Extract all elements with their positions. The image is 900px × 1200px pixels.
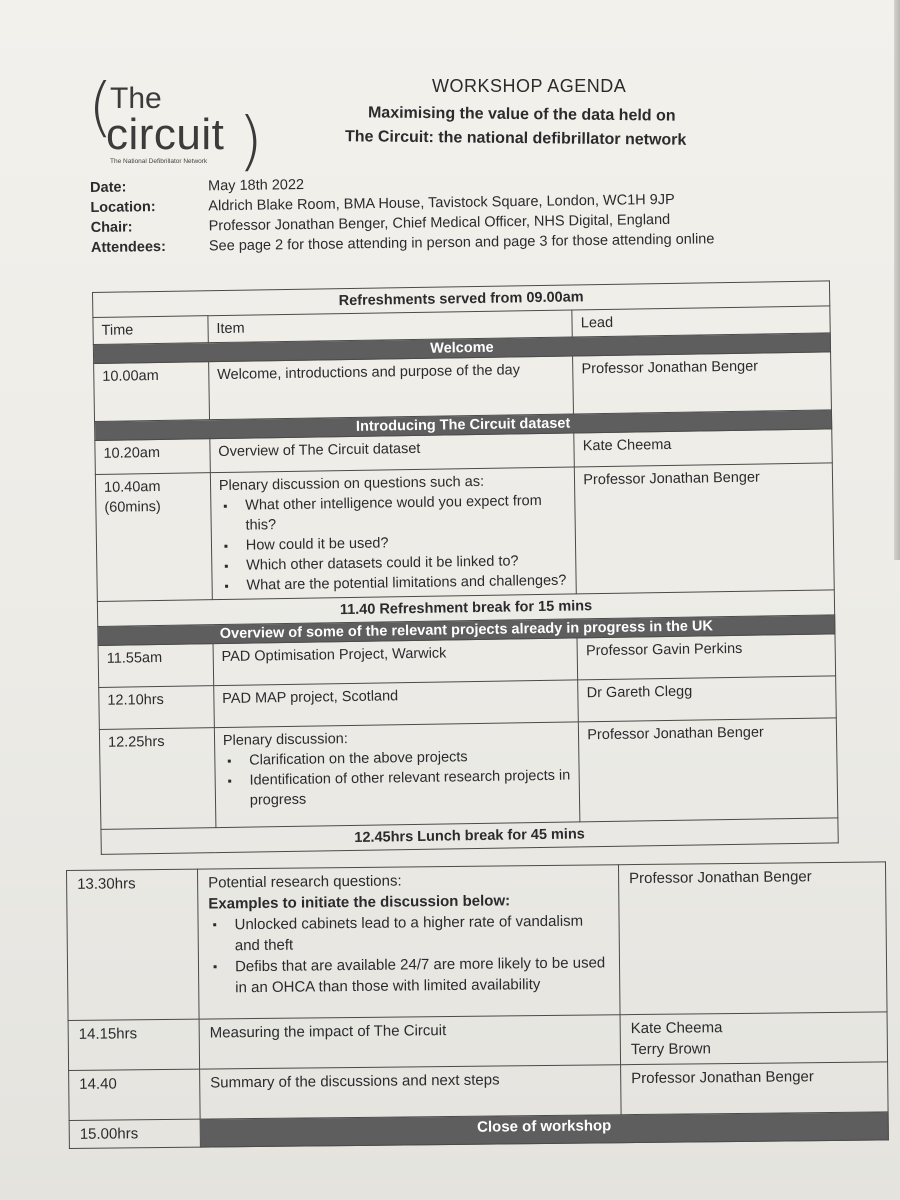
row-time: 14.15hrs: [68, 1019, 200, 1070]
meta-location-value: Aldrich Blake Room, BMA House, Tavistock Square, London, WC1H 9JP: [208, 191, 675, 215]
list-item: ▪ Identification of other relevant research projects in progress: [249, 766, 571, 811]
section-projects: Overview of some of the relevant projects already in progress in the UK: [98, 615, 835, 646]
row-item: [214, 722, 580, 828]
bullet-list: [223, 746, 571, 811]
row-time: 12.10hrs: [99, 686, 214, 730]
row-time: 15.00hrs: [69, 1119, 200, 1148]
row-lead: Professor Jonathan Benger: [579, 718, 838, 822]
row-time: 10.20am: [95, 439, 210, 475]
list-item: ▪ Defibs that are available 24/7 are more likely to be used in an OHCA than those with limited availability: [235, 952, 609, 998]
table-row: [95, 463, 834, 602]
list-item: ▪ Unlocked cabinets lead to a higher rate of vandalism and theft: [234, 910, 608, 956]
the-circuit-logo: [88, 71, 263, 179]
row-lead: Professor Jonathan Benger: [618, 862, 887, 1015]
row-time: 12.25hrs: [99, 728, 215, 830]
break-row: 11.40 Refreshment break for 15 mins: [97, 590, 834, 627]
row-item-bold: Examples to initiate the discussion below:: [208, 892, 511, 913]
meta-location-label: Location:: [90, 199, 156, 216]
section-dataset: Introducing The Circuit dataset: [95, 410, 832, 441]
subtitle-line-1: Maximising the value of the data held on: [367, 104, 676, 125]
row-lead-1: Kate Cheema: [630, 1019, 723, 1038]
meta-date-label: Date:: [90, 179, 127, 196]
row-item: [210, 467, 576, 600]
row-item-text: Plenary discussion on questions such as:: [218, 473, 485, 495]
row-time: 11.55am: [98, 644, 213, 688]
row-time: [95, 473, 212, 602]
table-row: [99, 718, 837, 830]
row-item: Measuring the impact of The Circuit: [199, 1015, 621, 1069]
subtitle-line-2: The Circuit: the national defibrillator network: [344, 128, 687, 149]
table-row: [68, 1012, 887, 1071]
row-lead: [620, 1012, 888, 1065]
row-item: PAD MAP project, Scotland: [214, 680, 579, 728]
list-item: ▪ Clarification on the above projects: [249, 746, 571, 771]
row-item: PAD Optimisation Project, Warwick: [213, 638, 578, 686]
row-item: Overview of The Circuit dataset: [210, 433, 575, 473]
row-lead-2: Terry Brown: [630, 1040, 712, 1059]
meta-block: [90, 170, 831, 260]
column-header-lead: Lead: [572, 306, 830, 337]
meta-attendees-value: See page 2 for those attending in person and page 3 for those attending online: [208, 231, 715, 255]
row-time: 10.00am: [94, 362, 210, 422]
agenda-table: [92, 280, 839, 855]
table-row: [67, 862, 888, 1021]
break-row: 12.45hrs Lunch break for 45 mins: [101, 818, 838, 855]
page-edge: [894, 0, 900, 560]
meta-date-value: May 18th 2022: [207, 177, 305, 195]
list-item: ▪ What are the potential limitations and challenges?: [246, 571, 568, 596]
logo-tagline: The National Defibrillator Network: [110, 158, 208, 165]
bullet-list: [208, 910, 609, 998]
row-item: [197, 865, 620, 1019]
row-item-text: Plenary discussion:: [222, 731, 348, 749]
row-lead: Kate Cheema: [574, 429, 832, 467]
meta-attendees-label: Attendees:: [90, 238, 166, 256]
row-item: Welcome, introductions and purpose of the day: [208, 356, 573, 420]
logo-left-bracket: (: [88, 71, 113, 145]
row-time: 14.40: [69, 1069, 201, 1120]
section-welcome: Welcome: [93, 333, 830, 364]
row-lead: Professor Jonathan Benger: [621, 1062, 889, 1115]
row-time: 13.30hrs: [67, 869, 200, 1020]
row-lead: Dr Gareth Clegg: [578, 676, 836, 722]
page-title: WORKSHOP AGENDA: [432, 76, 627, 96]
list-item: ▪ How could it be used?: [246, 531, 568, 556]
column-header-time: Time: [93, 316, 208, 345]
list-item: ▪ What other intelligence would you expect from this?: [245, 491, 567, 536]
row-time-value: 10.40am: [103, 478, 161, 496]
table-row: [69, 1062, 888, 1121]
logo-circuit: circuit: [106, 110, 225, 159]
meta-chair-label: Chair:: [90, 219, 133, 236]
column-header-item: Item: [208, 310, 573, 343]
row-lead: Professor Jonathan Benger: [575, 463, 835, 594]
refreshments-row: Refreshments served from 09.00am: [93, 281, 830, 318]
row-lead: Professor Gavin Perkins: [577, 634, 835, 680]
row-item: Summary of the discussions and next steps: [200, 1065, 622, 1119]
meta-chair-value: Professor Jonathan Benger, Chief Medical Officer, NHS Digital, England: [208, 211, 671, 235]
row-duration: (60mins): [104, 498, 161, 516]
bullet-list: [219, 491, 568, 596]
logo-the: The: [110, 82, 162, 115]
row-item-text: Potential research questions:: [208, 872, 402, 892]
agenda-table-continued: [66, 861, 889, 1149]
close-of-workshop: Close of workshop: [200, 1112, 888, 1147]
row-lead: Professor Jonathan Benger: [573, 352, 832, 414]
list-item: ▪ Which other datasets could it be linked to?: [246, 551, 568, 576]
logo-right-bracket: ): [238, 105, 263, 179]
